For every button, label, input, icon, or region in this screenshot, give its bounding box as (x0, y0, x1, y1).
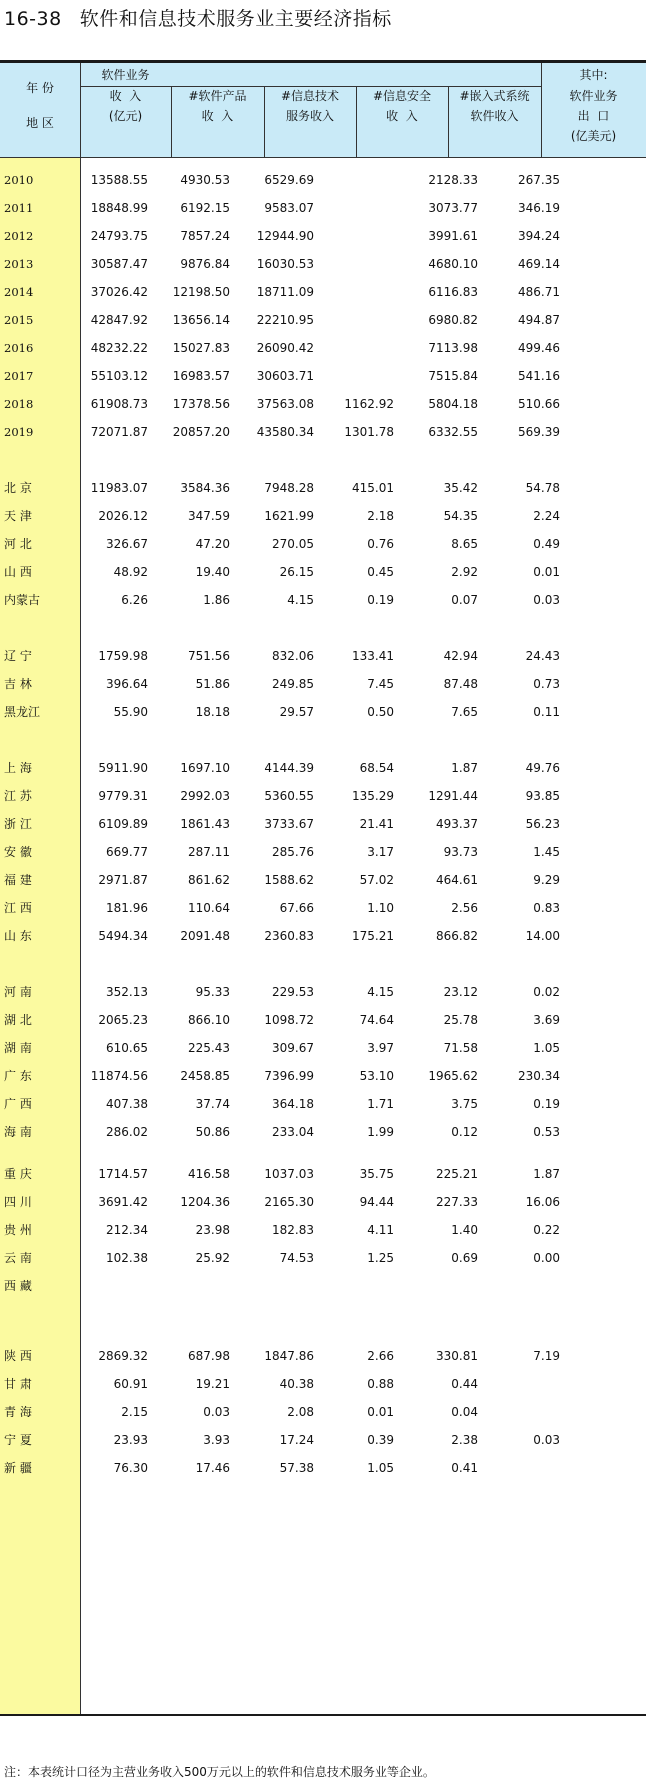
row-year-label: 2018 (4, 397, 34, 411)
table-cell: 29.57 (279, 705, 314, 719)
table-cell: 23.12 (443, 985, 478, 999)
row-year-label: 2019 (4, 425, 34, 439)
table-cell: 23.93 (113, 1433, 148, 1447)
table-cell: 2.24 (533, 509, 560, 523)
table-cell: 30603.71 (256, 369, 314, 383)
table-cell: 55.90 (113, 705, 148, 719)
table-cell: 0.44 (451, 1377, 478, 1391)
table-cell: 48232.22 (90, 341, 148, 355)
table-cell: 2.15 (121, 1405, 148, 1419)
stub-header-region: 地 区 (26, 116, 54, 130)
table-cell: 0.03 (203, 1405, 230, 1419)
table-cell: 5494.34 (98, 929, 148, 943)
table-cell: 6332.55 (428, 425, 478, 439)
row-region-label: 河 南 (4, 985, 32, 999)
table-cell: 3073.77 (428, 201, 478, 215)
table-cell: 347.59 (188, 509, 230, 523)
table-cell: 486.71 (518, 285, 560, 299)
table-cell: 4144.39 (264, 761, 314, 775)
table-cell: 0.11 (533, 705, 560, 719)
row-region-label: 甘 肃 (4, 1377, 32, 1391)
table-cell: 13588.55 (90, 173, 148, 187)
table-cell: 133.41 (352, 649, 394, 663)
table-cell: 2360.83 (264, 929, 314, 943)
table-cell: 1.71 (367, 1097, 394, 1111)
table-cell: 1621.99 (264, 509, 314, 523)
row-region-label: 湖 北 (4, 1013, 32, 1027)
table-cell: 67.66 (279, 901, 314, 915)
table-cell: 94.44 (359, 1195, 394, 1209)
table-cell: 2065.23 (98, 1013, 148, 1027)
table-cell: 3.75 (451, 1097, 478, 1111)
table-cell: 2458.85 (180, 1069, 230, 1083)
table-cell: 416.58 (188, 1167, 230, 1181)
table-cell: 53.10 (359, 1069, 394, 1083)
header-software-export: 软件业务 出 口 (亿美元) (569, 89, 618, 143)
table-cell: 1.87 (451, 761, 478, 775)
table-cell: 610.65 (106, 1041, 148, 1055)
header-embedded-software: #嵌入式系统 软件收入 (459, 89, 530, 123)
table-cell: 229.53 (272, 985, 314, 999)
stub-header-year: 年 份 (26, 81, 54, 95)
row-region-label: 新 疆 (4, 1461, 32, 1475)
row-region-label: 广 西 (4, 1097, 32, 1111)
table-cell: 1.05 (367, 1461, 394, 1475)
table-cell: 17378.56 (172, 397, 230, 411)
table-cell: 11983.07 (90, 481, 148, 495)
table-cell: 175.21 (352, 929, 394, 943)
table-cell: 3733.67 (264, 817, 314, 831)
table-cell: 7.65 (451, 705, 478, 719)
table-cell: 3691.42 (98, 1195, 148, 1209)
header-revenue: 收 入 (亿元) (108, 89, 143, 123)
table-cell: 0.22 (533, 1223, 560, 1237)
row-region-label: 安 徽 (4, 845, 32, 859)
row-region-label: 江 西 (4, 901, 32, 915)
table-cell: 7113.98 (428, 341, 478, 355)
table-cell: 55103.12 (90, 369, 148, 383)
table-cell: 5804.18 (428, 397, 478, 411)
table-cell: 7857.24 (180, 229, 230, 243)
table-cell: 25.78 (443, 1013, 478, 1027)
table-cell: 499.46 (518, 341, 560, 355)
table-cell: 1162.92 (344, 397, 394, 411)
table-cell: 93.73 (443, 845, 478, 859)
table-cell: 396.64 (106, 677, 148, 691)
table-cell: 233.04 (272, 1125, 314, 1139)
table-cell: 2.38 (451, 1433, 478, 1447)
table-cell: 0.53 (533, 1125, 560, 1139)
row-region-label: 天 津 (4, 509, 32, 523)
header-group-label: 软件业务 (101, 68, 150, 82)
table-cell: 57.38 (279, 1461, 314, 1475)
table-cell: 110.64 (188, 901, 230, 915)
table-cell: 9583.07 (264, 201, 314, 215)
table-cell: 751.56 (188, 649, 230, 663)
table-cell: 2.56 (451, 901, 478, 915)
table-title: 软件和信息技术服务业主要经济指标 (79, 8, 392, 30)
table-cell: 18.18 (195, 705, 230, 719)
table-cell: 18848.99 (90, 201, 148, 215)
table-cell: 1204.36 (180, 1195, 230, 1209)
table-cell: 7.19 (533, 1349, 560, 1363)
table-cell: 0.03 (533, 1433, 560, 1447)
header-bottom-rule (0, 157, 646, 158)
table-cell: 0.49 (533, 537, 560, 551)
table-cell: 510.66 (518, 397, 560, 411)
table-cell: 2.18 (367, 509, 394, 523)
table-cell: 16983.57 (172, 369, 230, 383)
table-cell: 230.34 (518, 1069, 560, 1083)
table-cell: 6.26 (121, 593, 148, 607)
row-region-label: 贵 州 (4, 1223, 32, 1237)
row-region-label: 陕 西 (4, 1349, 32, 1363)
table-bottom-rule (0, 1714, 646, 1716)
table-cell: 285.76 (272, 845, 314, 859)
table-cell: 24.43 (525, 649, 560, 663)
row-region-label: 重 庆 (4, 1167, 32, 1181)
table-cell: 2971.87 (98, 873, 148, 887)
table-cell: 866.82 (436, 929, 478, 943)
table-cell: 669.77 (106, 845, 148, 859)
table-cell: 0.73 (533, 677, 560, 691)
table-cell: 866.10 (188, 1013, 230, 1027)
table-cell: 4930.53 (180, 173, 230, 187)
row-region-label: 海 南 (4, 1125, 32, 1139)
table-cell: 3.69 (533, 1013, 560, 1027)
table-cell: 3.97 (367, 1041, 394, 1055)
table-cell: 74.64 (359, 1013, 394, 1027)
table-cell: 1.86 (203, 593, 230, 607)
table-cell: 493.37 (436, 817, 478, 831)
row-region-label: 云 南 (4, 1251, 32, 1265)
table-cell: 182.83 (272, 1223, 314, 1237)
row-region-label: 四 川 (4, 1195, 32, 1209)
table-cell: 54.35 (443, 509, 478, 523)
table-cell: 61908.73 (90, 397, 148, 411)
table-cell: 21.41 (359, 817, 394, 831)
table-cell: 0.45 (367, 565, 394, 579)
table-cell: 7396.99 (264, 1069, 314, 1083)
table-cell: 37.74 (195, 1097, 230, 1111)
table-cell: 87.48 (443, 677, 478, 691)
table-cell: 40.38 (279, 1377, 314, 1391)
table-cell: 2992.03 (180, 789, 230, 803)
table-cell: 3.93 (203, 1433, 230, 1447)
table-cell: 7948.28 (264, 481, 314, 495)
table-cell: 1.99 (367, 1125, 394, 1139)
table-cell: 49.76 (525, 761, 560, 775)
table-cell: 13656.14 (172, 313, 230, 327)
table-cell: 267.35 (518, 173, 560, 187)
row-region-label: 山 东 (4, 929, 32, 943)
row-year-label: 2014 (4, 285, 34, 299)
table-cell: 35.42 (443, 481, 478, 495)
table-cell: 0.19 (367, 593, 394, 607)
table-cell: 24793.75 (90, 229, 148, 243)
table-cell: 407.38 (106, 1097, 148, 1111)
row-year-label: 2016 (4, 341, 34, 355)
row-region-label: 内蒙古 (4, 593, 41, 607)
table-cell: 23.98 (195, 1223, 230, 1237)
row-year-label: 2015 (4, 313, 34, 327)
table-cell: 1098.72 (264, 1013, 314, 1027)
table-cell: 494.87 (518, 313, 560, 327)
table-cell: 35.75 (359, 1167, 394, 1181)
table-cell: 43580.34 (256, 425, 314, 439)
table-cell: 0.76 (367, 537, 394, 551)
table-cell: 0.50 (367, 705, 394, 719)
table-cell: 9876.84 (180, 257, 230, 271)
table-cell: 2165.30 (264, 1195, 314, 1209)
table-cell: 1037.03 (264, 1167, 314, 1181)
row-region-label: 河 北 (4, 537, 32, 551)
table-cell: 47.20 (195, 537, 230, 551)
table-cell: 9.29 (533, 873, 560, 887)
row-region-label: 浙 江 (4, 817, 32, 831)
table-cell: 212.34 (106, 1223, 148, 1237)
table-cell: 2128.33 (428, 173, 478, 187)
table-cell: 4680.10 (428, 257, 478, 271)
row-region-label: 北 京 (4, 481, 32, 495)
table-cell: 6109.89 (98, 817, 148, 831)
table-cell: 6529.69 (264, 173, 314, 187)
table-cell: 5911.90 (98, 761, 148, 775)
table-cell: 0.12 (451, 1125, 478, 1139)
row-region-label: 青 海 (4, 1405, 32, 1419)
table-cell: 0.39 (367, 1433, 394, 1447)
table-cell: 1291.44 (428, 789, 478, 803)
row-region-label: 江 苏 (4, 789, 32, 803)
table-cell: 1.05 (533, 1041, 560, 1055)
table-cell: 57.02 (359, 873, 394, 887)
table-cell: 50.86 (195, 1125, 230, 1139)
row-region-label: 宁 夏 (4, 1433, 32, 1447)
table-cell: 0.03 (533, 593, 560, 607)
row-region-label: 西 藏 (4, 1279, 32, 1293)
table-cell: 249.85 (272, 677, 314, 691)
table-cell: 16.06 (525, 1195, 560, 1209)
table-cell: 18711.09 (256, 285, 314, 299)
table-cell: 1.45 (533, 845, 560, 859)
table-cell: 1588.62 (264, 873, 314, 887)
table-cell: 56.23 (525, 817, 560, 831)
table-cell: 227.33 (436, 1195, 478, 1209)
table-cell: 287.11 (188, 845, 230, 859)
table-cell: 2091.48 (180, 929, 230, 943)
table-cell: 0.83 (533, 901, 560, 915)
table-cell: 832.06 (272, 649, 314, 663)
table-cell: 1847.86 (264, 1349, 314, 1363)
stub-divider (80, 63, 81, 1714)
table-cell: 464.61 (436, 873, 478, 887)
header-it-services: #信息技术 服务收入 (280, 89, 340, 123)
table-cell: 1697.10 (180, 761, 230, 775)
table-cell: 0.41 (451, 1461, 478, 1475)
table-cell: 2.08 (287, 1405, 314, 1419)
table-cell: 37563.08 (256, 397, 314, 411)
table-cell: 181.96 (106, 901, 148, 915)
table-cell: 15027.83 (172, 341, 230, 355)
table-cell: 22210.95 (256, 313, 314, 327)
table-cell: 42.94 (443, 649, 478, 663)
table-cell: 76.30 (113, 1461, 148, 1475)
row-region-label: 辽 宁 (4, 649, 32, 663)
table-cell: 286.02 (106, 1125, 148, 1139)
table-cell: 9779.31 (98, 789, 148, 803)
table-cell: 26090.42 (256, 341, 314, 355)
table-cell: 71.58 (443, 1041, 478, 1055)
table-cell: 1301.78 (344, 425, 394, 439)
table-cell: 3584.36 (180, 481, 230, 495)
table-cell: 3991.61 (428, 229, 478, 243)
table-cell: 6116.83 (428, 285, 478, 299)
table-cell: 2.92 (451, 565, 478, 579)
table-cell: 0.07 (451, 593, 478, 607)
table-cell: 415.01 (352, 481, 394, 495)
row-region-label: 山 西 (4, 565, 32, 579)
table-cell: 0.02 (533, 985, 560, 999)
header-software-products: #软件产品 收 入 (188, 89, 247, 123)
table-cell: 26.15 (279, 565, 314, 579)
table-cell: 0.04 (451, 1405, 478, 1419)
table-cell: 861.62 (188, 873, 230, 887)
table-cell: 2.66 (367, 1349, 394, 1363)
table-number: 16-38 (4, 8, 62, 30)
table-cell: 12944.90 (256, 229, 314, 243)
table-cell: 270.05 (272, 537, 314, 551)
row-region-label: 广 东 (4, 1069, 32, 1083)
table-cell: 8.65 (451, 537, 478, 551)
table-cell: 352.13 (106, 985, 148, 999)
table-cell: 225.21 (436, 1167, 478, 1181)
table-cell: 687.98 (188, 1349, 230, 1363)
table-cell: 1.40 (451, 1223, 478, 1237)
table-cell: 54.78 (525, 481, 560, 495)
table-cell: 1965.62 (428, 1069, 478, 1083)
row-region-label: 吉 林 (4, 677, 32, 691)
table-cell: 2869.32 (98, 1349, 148, 1363)
table-cell: 42847.92 (90, 313, 148, 327)
table-cell: 12198.50 (172, 285, 230, 299)
table-cell: 17.24 (279, 1433, 314, 1447)
table-cell: 72071.87 (90, 425, 148, 439)
table-cell: 19.21 (195, 1377, 230, 1391)
table-cell: 16030.53 (256, 257, 314, 271)
table-cell: 0.00 (533, 1251, 560, 1265)
footnote: 注：本表统计口径为主营业务收入500万元以上的软件和信息技术服务业等企业。 (4, 1765, 435, 1779)
row-region-label: 福 建 (4, 873, 32, 887)
table-cell: 225.43 (188, 1041, 230, 1055)
table-cell: 4.15 (287, 593, 314, 607)
header-of-which: 其中: (579, 68, 608, 82)
table-cell: 364.18 (272, 1097, 314, 1111)
header-info-security: #信息安全 收 入 (372, 89, 432, 123)
table-cell: 0.01 (367, 1405, 394, 1419)
table-cell: 0.19 (533, 1097, 560, 1111)
table-cell: 7515.84 (428, 369, 478, 383)
table-cell: 5360.55 (264, 789, 314, 803)
table-cell: 0.88 (367, 1377, 394, 1391)
table-cell: 1759.98 (98, 649, 148, 663)
table-cell: 17.46 (195, 1461, 230, 1475)
table-cell: 3.17 (367, 845, 394, 859)
table-cell: 1.10 (367, 901, 394, 915)
table-cell: 25.92 (195, 1251, 230, 1265)
table-cell: 20857.20 (172, 425, 230, 439)
table-cell: 469.14 (518, 257, 560, 271)
row-year-label: 2011 (4, 201, 34, 215)
table-cell: 48.92 (113, 565, 148, 579)
row-region-label: 黑龙江 (4, 705, 41, 719)
table-cell: 14.00 (525, 929, 560, 943)
table-cell: 0.69 (451, 1251, 478, 1265)
table-cell: 135.29 (352, 789, 394, 803)
table-cell: 60.91 (113, 1377, 148, 1391)
table-cell: 1861.43 (180, 817, 230, 831)
table-cell: 394.24 (518, 229, 560, 243)
table-cell: 102.38 (106, 1251, 148, 1265)
row-year-label: 2010 (4, 173, 34, 187)
table-cell: 1.25 (367, 1251, 394, 1265)
table-cell: 19.40 (195, 565, 230, 579)
table-cell: 6980.82 (428, 313, 478, 327)
table-cell: 30587.47 (90, 257, 148, 271)
table-cell: 309.67 (272, 1041, 314, 1055)
page-title (4, 4, 392, 31)
table-cell: 68.54 (359, 761, 394, 775)
table-cell: 0.01 (533, 565, 560, 579)
table-cell: 7.45 (367, 677, 394, 691)
row-year-label: 2013 (4, 257, 34, 271)
table-cell: 1.87 (533, 1167, 560, 1181)
row-region-label: 湖 南 (4, 1041, 32, 1055)
row-year-label: 2017 (4, 369, 34, 383)
table-cell: 541.16 (518, 369, 560, 383)
row-region-label: 上 海 (4, 761, 32, 775)
table-cell: 51.86 (195, 677, 230, 691)
table-cell: 4.11 (367, 1223, 394, 1237)
table-cell: 4.15 (367, 985, 394, 999)
table-cell: 6192.15 (180, 201, 230, 215)
table-cell: 11874.56 (90, 1069, 148, 1083)
table-cell: 1714.57 (98, 1167, 148, 1181)
table-cell: 74.53 (279, 1251, 314, 1265)
row-year-label: 2012 (4, 229, 34, 243)
table-cell: 330.81 (436, 1349, 478, 1363)
table-cell: 37026.42 (90, 285, 148, 299)
table-cell: 93.85 (525, 789, 560, 803)
table-cell: 346.19 (518, 201, 560, 215)
table-cell: 2026.12 (98, 509, 148, 523)
table-cell: 95.33 (195, 985, 230, 999)
table-cell: 569.39 (518, 425, 560, 439)
table-cell: 326.67 (106, 537, 148, 551)
